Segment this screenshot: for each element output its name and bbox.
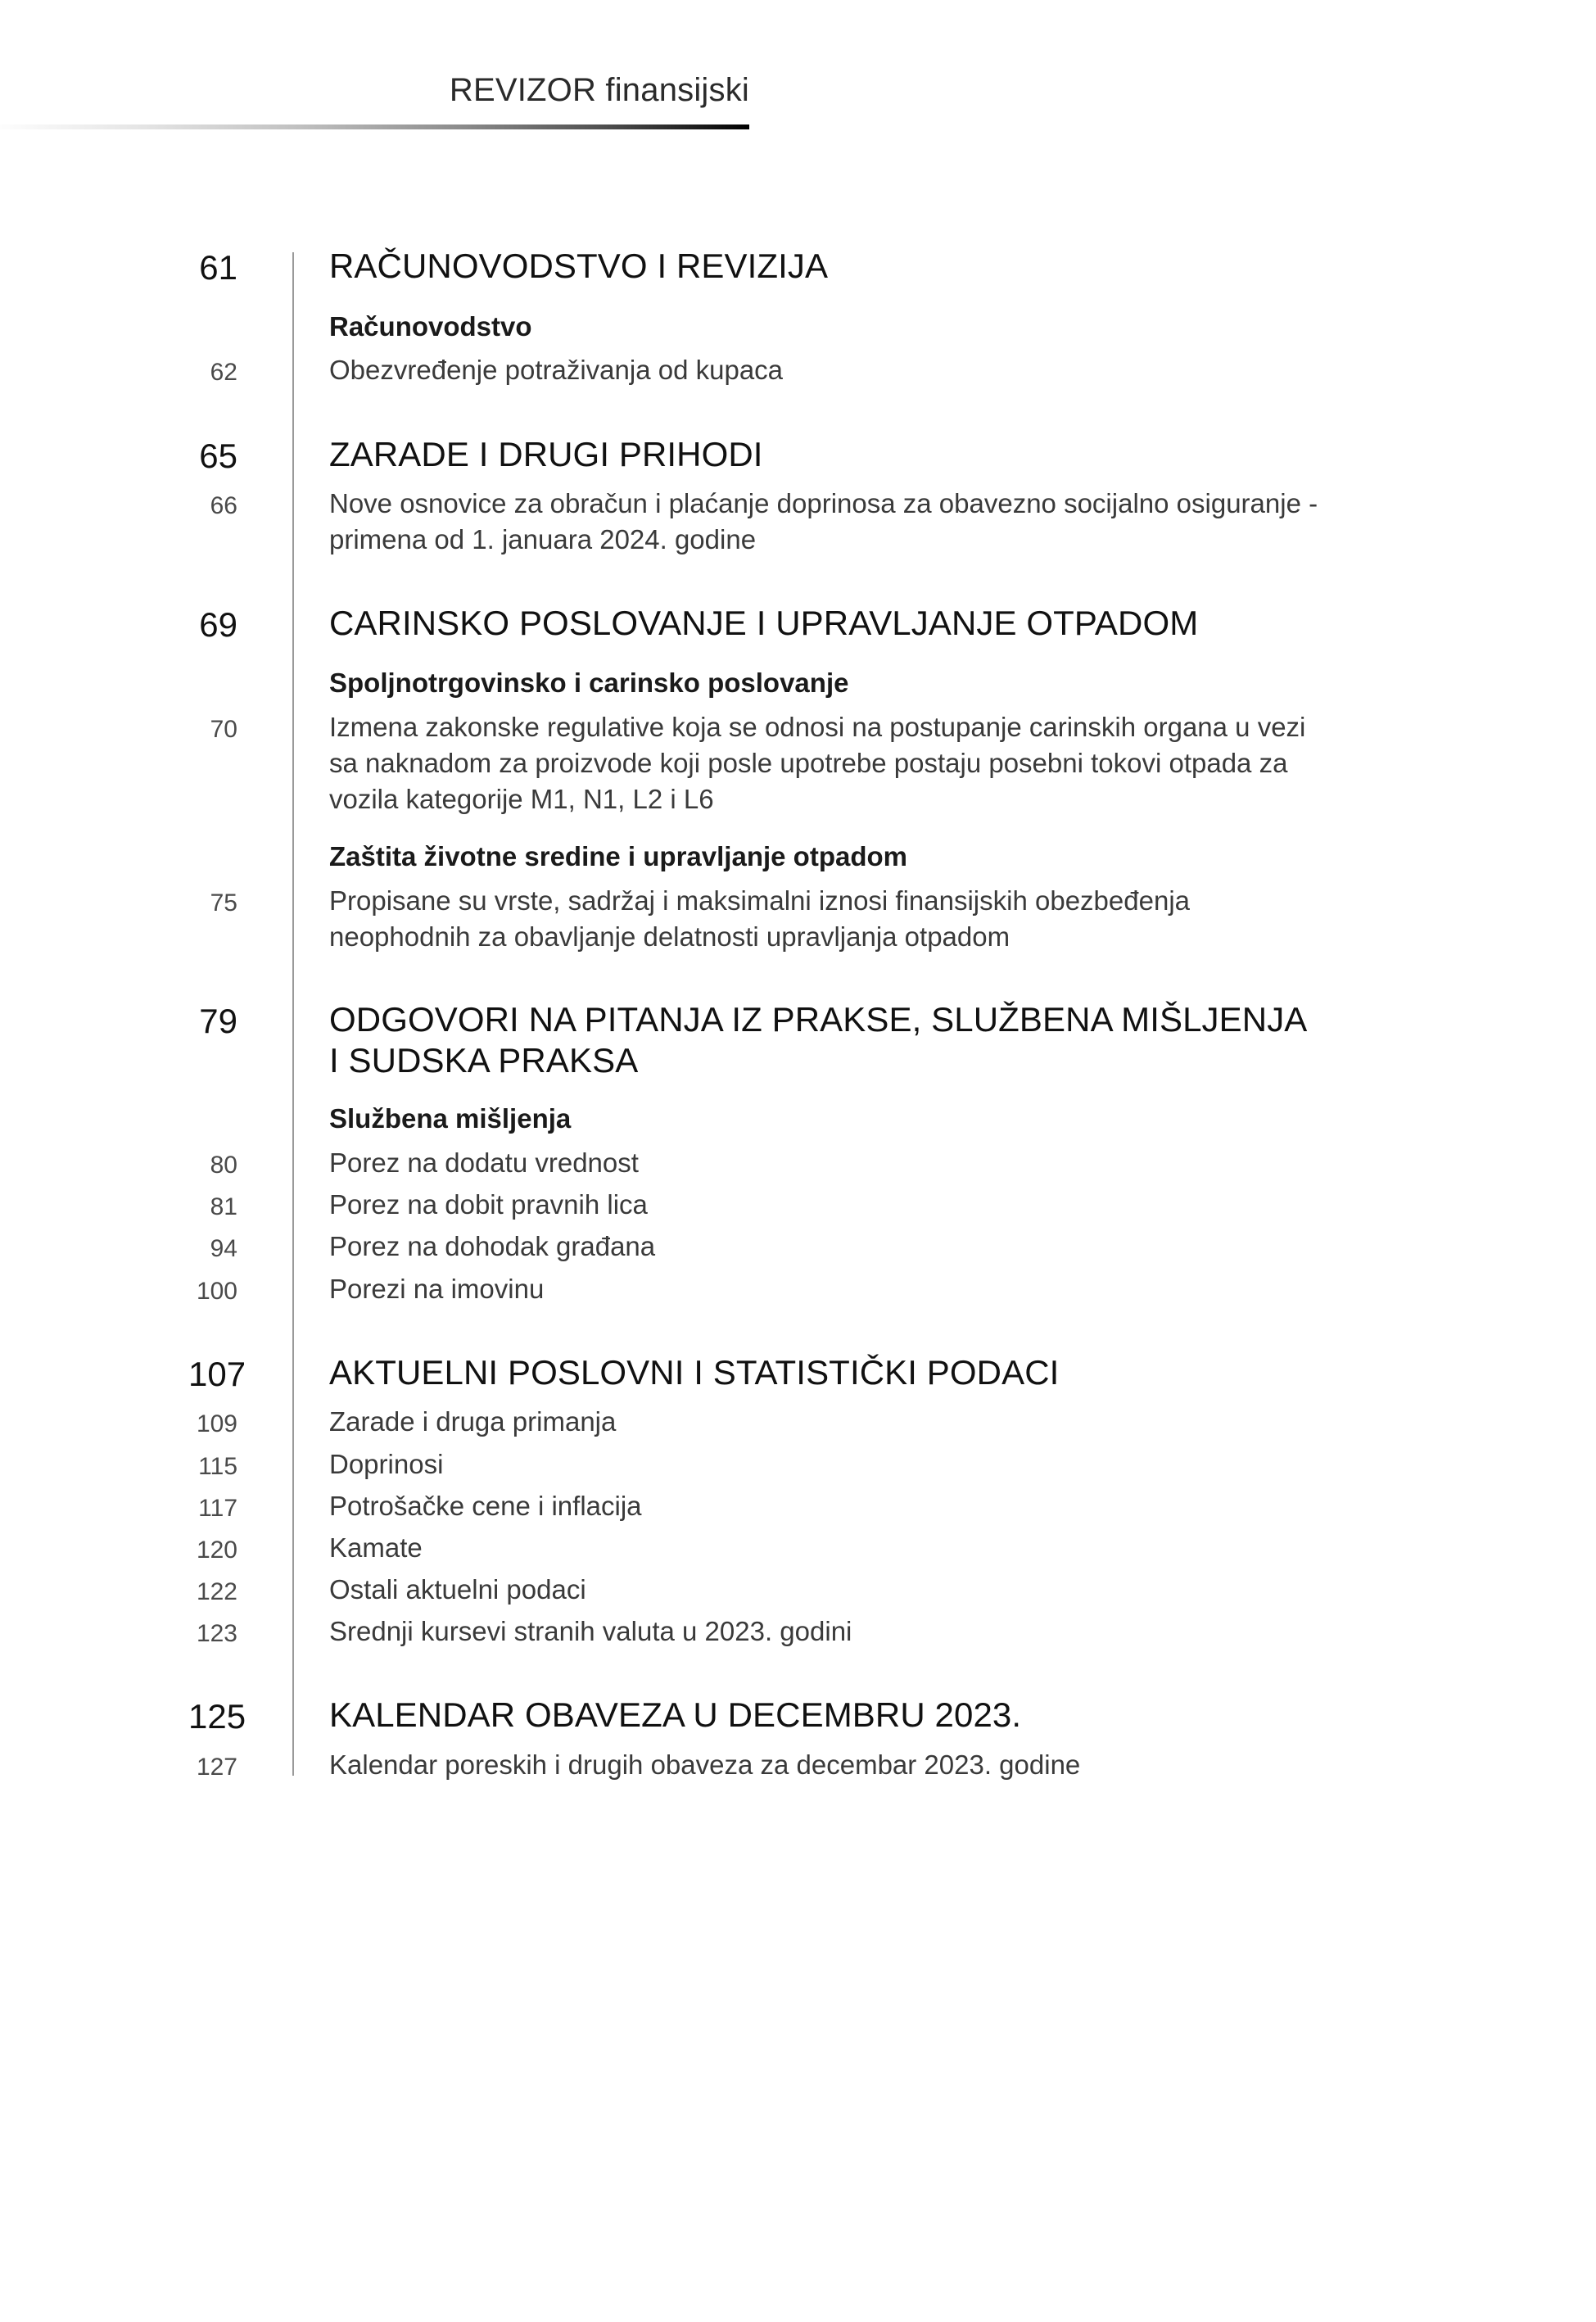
toc-row-entry[interactable]: [188, 486, 1596, 558]
toc-row-entry[interactable]: [188, 1187, 1596, 1224]
toc-entry-title[interactable]: Kamate: [329, 1532, 423, 1563]
toc-entry-title[interactable]: Potrošačke cene i inflacija: [329, 1490, 642, 1521]
toc-row-entry[interactable]: [188, 1614, 1596, 1650]
running-header: [0, 72, 749, 108]
toc-row-section[interactable]: [188, 603, 1596, 645]
toc-entry-title[interactable]: RAČUNOVODSTVO I REVIZIJA: [329, 247, 829, 285]
toc-row-subheader[interactable]: [188, 666, 1596, 701]
toc-row-subheader[interactable]: [188, 1102, 1596, 1137]
toc-row-entry[interactable]: [188, 1446, 1596, 1483]
toc-entry-title[interactable]: Zaštita životne sredine i upravljanje otpadom: [329, 840, 907, 871]
toc-entry-title[interactable]: Doprinosi: [329, 1448, 444, 1479]
toc-page-number: 127: [196, 1753, 237, 1781]
toc-page-number: 75: [210, 889, 237, 917]
toc-page-number: 123: [196, 1620, 237, 1648]
toc-page-number: 80: [210, 1152, 237, 1179]
toc-entry-title[interactable]: CARINSKO POSLOVANJE I UPRAVLJANJE OTPADOM: [329, 603, 1199, 642]
toc-entry-title[interactable]: Srednji kursevi stranih valuta u 2023. godini: [329, 1616, 852, 1647]
toc-page-number: 115: [198, 1452, 237, 1480]
toc-entry-title[interactable]: Spoljnotrgovinsko i carinsko poslovanje: [329, 668, 849, 699]
toc-entry-title[interactable]: Izmena zakonske regulative koja se odnosi na postupanje carinskih organa u vezi sa naknadom za proizvode koji posle upotrebe postaju posebni tokovi otpada za vozila kategorije M1, N1, L2 i L6: [329, 712, 1306, 815]
toc-row-entry[interactable]: [188, 709, 1596, 818]
toc-page-number: 109: [196, 1410, 237, 1438]
toc-row-section[interactable]: [188, 434, 1596, 477]
toc-row-subheader[interactable]: [188, 310, 1596, 345]
toc-entry-title[interactable]: Obezvređenje potraživanja od kupaca: [329, 355, 784, 386]
toc-row-section[interactable]: [188, 1352, 1596, 1395]
toc-page-number: 125: [188, 1697, 246, 1736]
toc-entry-title[interactable]: Porez na dodatu vrednost: [329, 1147, 639, 1179]
toc-row-section[interactable]: [188, 999, 1596, 1080]
toc-row-entry[interactable]: [188, 352, 1596, 389]
running-header-title: REVIZOR finansijski: [449, 72, 749, 108]
toc-entry-title[interactable]: Porez na dobit pravnih lica: [329, 1189, 648, 1220]
toc-page-number: 62: [210, 359, 237, 387]
toc-entry-title[interactable]: Nove osnovice za obračun i plaćanje doprinosa za obavezno socijalno osiguranje - primena od 1. januara 2024. godine: [329, 488, 1318, 555]
toc-row-section[interactable]: [188, 246, 1596, 288]
toc-inner: [0, 246, 1596, 1784]
toc-entry-title[interactable]: KALENDAR OBAVEZA U DECEMBRU 2023.: [329, 1695, 1022, 1735]
toc-page-number: 100: [196, 1277, 237, 1305]
toc-entry-title[interactable]: Kalendar poreskih i drugih obaveza za decembar 2023. godine: [329, 1749, 1081, 1780]
toc-page-number: 81: [210, 1193, 237, 1221]
toc-entry-title[interactable]: Ostali aktuelni podaci: [329, 1574, 586, 1605]
toc-row-entry[interactable]: [188, 883, 1596, 955]
toc-page-number: 69: [199, 604, 237, 644]
toc-row-subheader[interactable]: [188, 840, 1596, 875]
toc-row-entry[interactable]: [188, 1271, 1596, 1308]
toc-row-entry[interactable]: [188, 1572, 1596, 1609]
toc-row-entry[interactable]: [188, 1488, 1596, 1525]
toc-page-number: 79: [199, 1002, 237, 1041]
toc-entry-title[interactable]: ZARADE I DRUGI PRIHODI: [329, 434, 763, 473]
toc-page-number: 120: [196, 1536, 237, 1564]
toc-entry-title[interactable]: Propisane su vrste, sadržaj i maksimalni iznosi finansijskih obezbeđenja neophodnih za obavljanje delatnosti upravljanja otpadom: [329, 885, 1191, 952]
header-gradient-rule: [0, 124, 749, 129]
toc-page-number: 117: [198, 1494, 237, 1522]
toc-page-number: 61: [199, 248, 237, 287]
table-of-contents: [0, 246, 1596, 1784]
toc-row-entry[interactable]: [188, 1145, 1596, 1182]
toc-page-number: 65: [199, 436, 237, 475]
toc-row-entry[interactable]: [188, 1530, 1596, 1567]
toc-page-number: 122: [196, 1578, 237, 1606]
toc-entry-title[interactable]: Računovodstvo: [329, 310, 532, 342]
toc-page-number: 66: [210, 492, 237, 520]
toc-entry-title[interactable]: Zarade i druga primanja: [329, 1406, 617, 1437]
toc-page-number: 107: [188, 1354, 246, 1393]
toc-page-number: 94: [210, 1235, 237, 1263]
toc-row-section[interactable]: [188, 1695, 1596, 1737]
toc-page-number: 70: [210, 716, 237, 744]
toc-row-entry[interactable]: [188, 1747, 1596, 1784]
toc-entry-title[interactable]: Porez na dohodak građana: [329, 1231, 656, 1262]
toc-entry-title[interactable]: ODGOVORI NA PITANJA IZ PRAKSE, SLUŽBENA MIŠLJENJA I SUDSKA PRAKSA: [329, 1000, 1306, 1080]
toc-entry-title[interactable]: AKTUELNI POSLOVNI I STATISTIČKI PODACI: [329, 1352, 1060, 1392]
toc-row-list: [188, 246, 1596, 1784]
toc-row-entry[interactable]: [188, 1229, 1596, 1265]
toc-entry-title[interactable]: Službena mišljenja: [329, 1103, 572, 1134]
toc-entry-title[interactable]: Porezi na imovinu: [329, 1273, 545, 1304]
toc-row-entry[interactable]: [188, 1404, 1596, 1441]
